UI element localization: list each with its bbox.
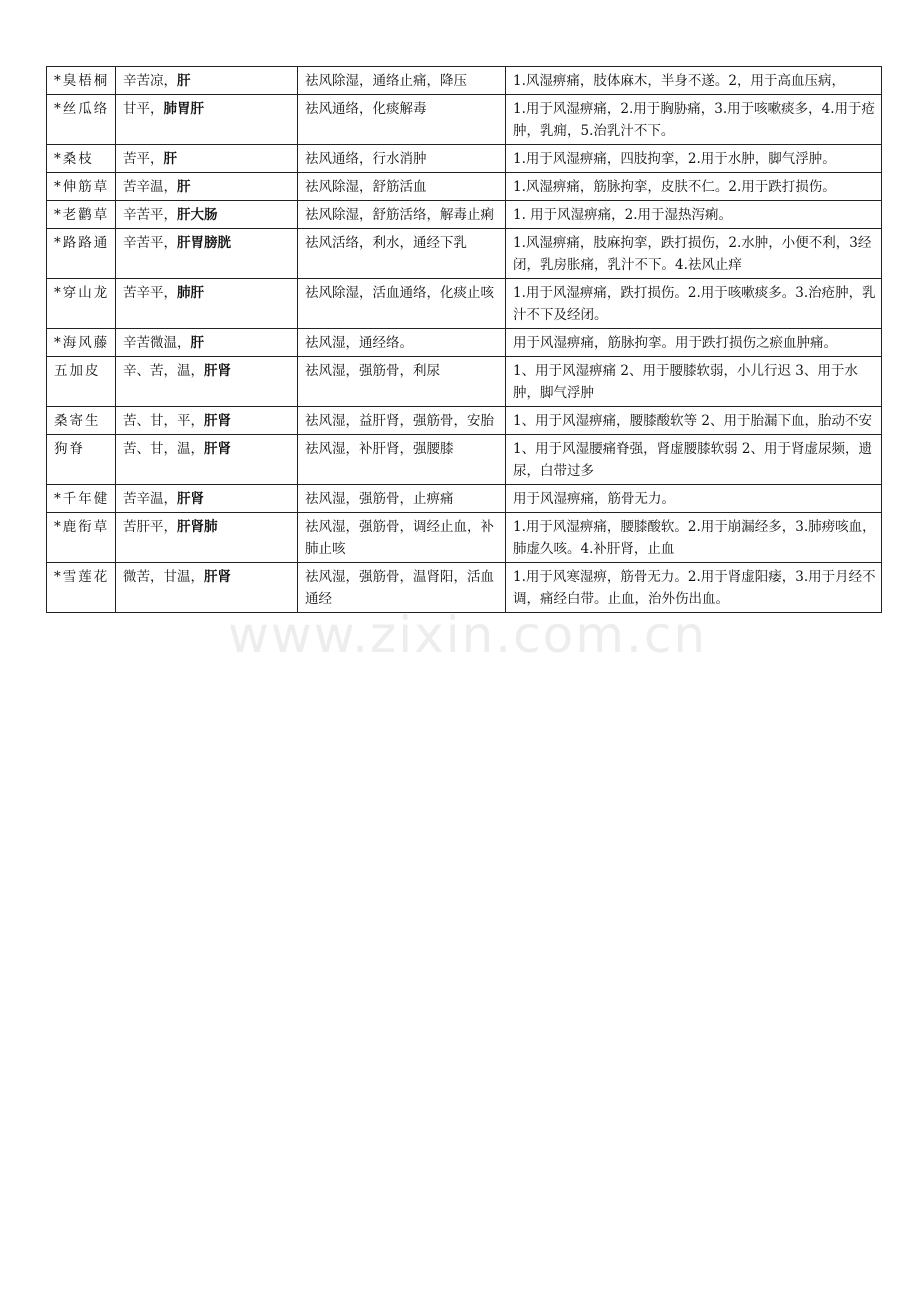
effect-cell [298,67,506,95]
effect-cell [298,563,506,613]
usage-cell [506,95,882,145]
effect-text: 祛风除湿，舒筋活络，解毒止痢 [305,207,494,223]
herb-name: *桑枝 [54,151,94,167]
taste-text: 苦辛温， [123,491,177,507]
herb-name-cell [47,513,116,563]
meridian-text: 肝肾肺 [177,519,218,535]
herb-name-cell [47,329,116,357]
meridian-text: 肝肾 [177,491,204,507]
usage-text: 1.风湿痹痛，肢体麻木，半身不遂。2，用于高血压病， [513,73,845,89]
property-cell [116,173,298,201]
effect-text: 祛风除湿，舒筋活血 [305,179,427,195]
herb-name-cell [47,279,116,329]
table-row [47,201,882,229]
meridian-text: 肝 [177,73,191,89]
herb-name-cell [47,485,116,513]
effect-text: 祛风通络，化痰解毒 [305,101,427,117]
table-row [47,435,882,485]
property-cell [116,67,298,95]
usage-cell [506,173,882,201]
herb-name: *老鹳草 [54,207,110,223]
herb-name-cell [47,95,116,145]
effect-cell [298,357,506,407]
effect-text: 祛风湿，益肝肾，强筋骨，安胎 [305,413,494,429]
usage-text: 1.风湿痹痛，肢麻拘挛，跌打损伤，2.水肿，小便不利，3经闭，乳房胀痛，乳汁不下。4.祛风止痒 [513,235,872,273]
effect-cell [298,435,506,485]
property-cell [116,435,298,485]
herb-name: *海风藤 [54,335,110,351]
usage-cell [506,563,882,613]
effect-cell [298,329,506,357]
usage-cell [506,435,882,485]
effect-cell [298,173,506,201]
meridian-text: 肝大肠 [177,207,218,223]
effect-text: 祛风湿，强筋骨，调经止血，补肺止咳 [305,519,494,557]
herb-name-cell [47,145,116,173]
taste-text: 辛苦凉， [123,73,177,89]
usage-text: 1.用于风湿痹痛，2.用于胸胁痛，3.用于咳嗽痰多，4.用于疮肿，乳痈，5.治乳汁不下。 [513,101,876,139]
herb-name: *路路通 [54,235,110,251]
effect-text: 祛风活络，利水，通经下乳 [305,235,467,251]
property-cell [116,279,298,329]
table-row [47,95,882,145]
herb-name: *雪莲花 [54,569,110,585]
meridian-text: 肝肾 [204,441,231,457]
property-cell [116,513,298,563]
table-row [47,173,882,201]
property-cell [116,563,298,613]
usage-cell [506,485,882,513]
usage-cell [506,201,882,229]
meridian-text: 肺肝 [177,285,204,301]
effect-cell [298,485,506,513]
effect-text: 祛风湿，强筋骨，利尿 [305,363,440,379]
herb-name-cell [47,435,116,485]
taste-text: 苦辛温， [123,179,177,195]
taste-text: 苦辛平， [123,285,177,301]
table-row [47,229,882,279]
herb-name: *伸筋草 [54,179,110,195]
usage-text: 1.风湿痹痛，筋脉拘挛，皮肤不仁。2.用于跌打损伤。 [513,179,836,195]
table-row [47,563,882,613]
meridian-text: 肺胃肝 [163,101,204,117]
table-row [47,145,882,173]
watermark-text: www.zixin.com.cn [228,606,708,664]
effect-text: 祛风湿，强筋骨，温肾阳，活血通经 [305,569,494,607]
table-row [47,329,882,357]
meridian-text: 肝肾 [204,569,231,585]
herb-name: *丝瓜络 [54,101,110,117]
herb-name: *臭梧桐 [54,73,110,89]
table-row [47,279,882,329]
effect-text: 祛风除湿，通络止痛，降压 [305,73,467,89]
taste-text: 辛苦平， [123,235,177,251]
herb-name: *穿山龙 [54,285,110,301]
usage-cell [506,67,882,95]
herb-name: 桑寄生 [54,413,101,429]
effect-cell [298,279,506,329]
usage-cell [506,329,882,357]
herb-table [46,66,882,613]
meridian-text: 肝 [190,335,204,351]
property-cell [116,485,298,513]
usage-text: 1、用于风湿痹痛 2、用于腰膝软弱，小儿行迟 3、用于水肿，脚气浮肿 [513,363,858,401]
table-row [47,485,882,513]
effect-text: 祛风通络，行水消肿 [305,151,427,167]
usage-cell [506,407,882,435]
effect-cell [298,145,506,173]
property-cell [116,229,298,279]
usage-text: 用于风湿痹痛，筋骨无力。 [513,491,675,507]
usage-text: 用于风湿痹痛，筋脉拘挛。用于跌打损伤之瘀血肿痛。 [513,335,837,351]
table-row [47,67,882,95]
effect-text: 祛风湿，补肝肾，强腰膝 [305,441,454,457]
usage-text: 1.用于风湿痹痛，跌打损伤。2.用于咳嗽痰多。3.治疮肿，乳汁不下及经闭。 [513,285,876,323]
usage-cell [506,145,882,173]
herb-name-cell [47,67,116,95]
meridian-text: 肝 [177,179,191,195]
taste-text: 苦、甘，温， [123,441,204,457]
property-cell [116,201,298,229]
herb-name: 五加皮 [54,363,101,379]
taste-text: 苦平， [123,151,164,167]
effect-cell [298,513,506,563]
property-cell [116,145,298,173]
property-cell [116,95,298,145]
herb-name-cell [47,407,116,435]
taste-text: 苦、甘，平， [123,413,204,429]
herb-name-cell [47,173,116,201]
effect-cell [298,407,506,435]
usage-cell [506,513,882,563]
herb-name: 狗脊 [54,441,85,457]
herb-name-cell [47,563,116,613]
usage-text: 1.用于风寒湿痹，筋骨无力。2.用于肾虚阳痿，3.用于月经不调，痛经白带。止血，治外伤出血。 [513,569,876,607]
usage-text: 1. 用于风湿痹痛，2.用于湿热泻痢。 [513,207,733,223]
taste-text: 辛、苦，温， [123,363,204,379]
table-row [47,513,882,563]
effect-cell [298,201,506,229]
table-row [47,407,882,435]
table-row [47,357,882,407]
meridian-text: 肝肾 [204,363,231,379]
taste-text: 苦肝平， [123,519,177,535]
usage-text: 1、用于风湿痹痛，腰膝酸软等 2、用于胎漏下血，胎动不安 [513,413,872,429]
taste-text: 微苦，甘温， [123,569,204,585]
herb-name: *鹿衔草 [54,519,110,535]
document-page [46,66,881,613]
herb-table-body [47,67,882,613]
usage-text: 1、用于风湿腰痛脊强，肾虚腰膝软弱 2、用于肾虚尿频，遗尿，白带过多 [513,441,872,479]
taste-text: 甘平， [123,101,164,117]
effect-text: 祛风湿，强筋骨，止痹痛 [305,491,454,507]
herb-name-cell [47,229,116,279]
herb-name: *千年健 [54,491,110,507]
effect-cell [298,95,506,145]
usage-cell [506,279,882,329]
taste-text: 辛苦微温， [123,335,191,351]
property-cell [116,407,298,435]
herb-name-cell [47,357,116,407]
meridian-text: 肝胃膀胱 [177,235,231,251]
meridian-text: 肝肾 [204,413,231,429]
usage-text: 1.用于风湿痹痛，腰膝酸软。2.用于崩漏经多，3.肺痨咳血，肺虚久咳。4.补肝肾，止血 [513,519,876,557]
taste-text: 辛苦平， [123,207,177,223]
property-cell [116,357,298,407]
property-cell [116,329,298,357]
usage-cell [506,357,882,407]
usage-text: 1.用于风湿痹痛，四肢拘挛，2.用于水肿，脚气浮肿。 [513,151,836,167]
effect-text: 祛风除湿，活血通络，化痰止咳 [305,285,494,301]
usage-cell [506,229,882,279]
meridian-text: 肝 [163,151,177,167]
effect-cell [298,229,506,279]
effect-text: 祛风湿，通经络。 [305,335,413,351]
herb-name-cell [47,201,116,229]
